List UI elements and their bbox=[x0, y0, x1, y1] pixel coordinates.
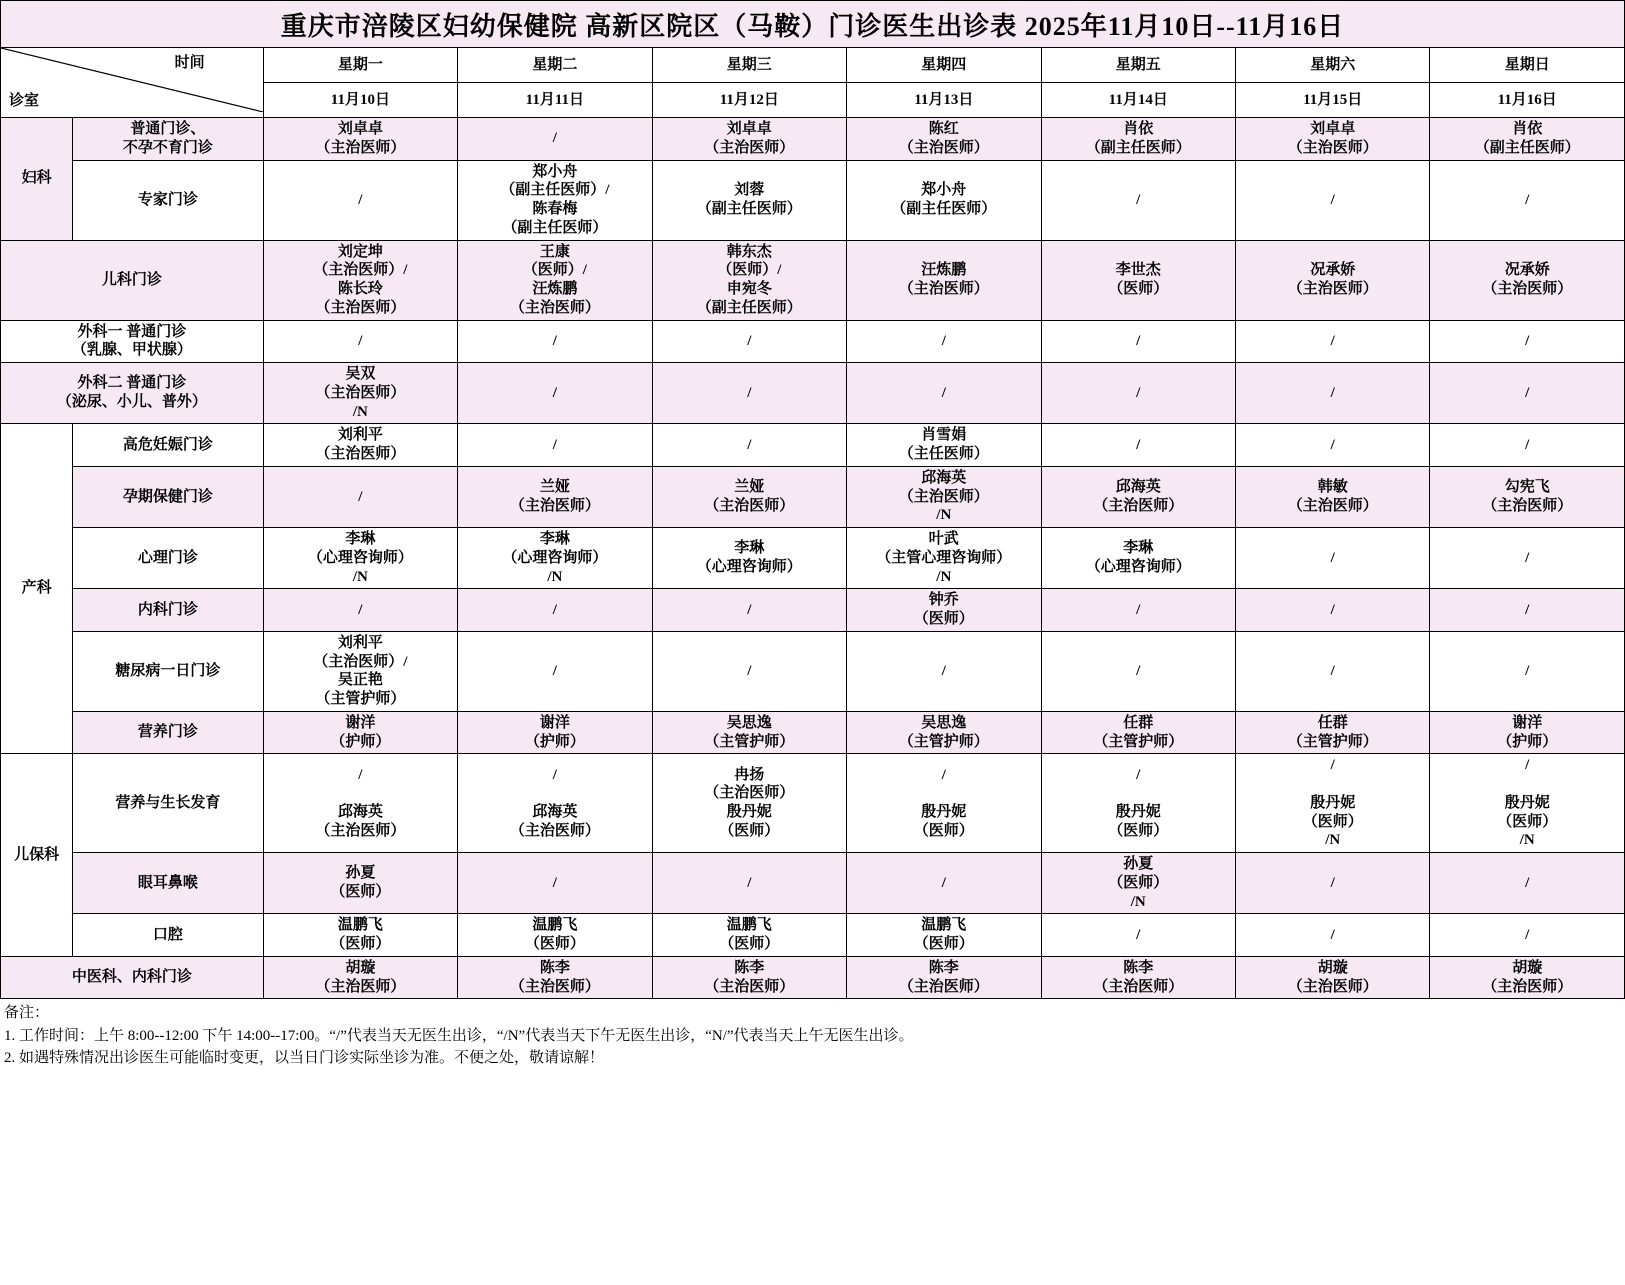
schedule-cell: 胡璇 （主治医师） bbox=[1235, 956, 1429, 999]
schedule-cell: 陈李 （主治医师） bbox=[847, 956, 1041, 999]
schedule-cell: 邱海英 （主治医师） /N bbox=[847, 466, 1041, 527]
column-header-weekday-1: 星期一 bbox=[263, 48, 457, 83]
schedule-cell: / bbox=[652, 853, 846, 914]
schedule-cell: / bbox=[1041, 424, 1235, 467]
column-header-date-4: 11月13日 bbox=[847, 83, 1041, 118]
schedule-cell: 李琳 （心理咨询师） bbox=[1041, 528, 1235, 589]
schedule-cell: 胡璇 （主治医师） bbox=[1430, 956, 1625, 999]
schedule-cell: / bbox=[847, 363, 1041, 424]
schedule-cell: 钟乔 （医师） bbox=[847, 589, 1041, 632]
schedule-cell: / bbox=[1235, 363, 1429, 424]
schedule-cell: 肖依 （副主任医师） bbox=[1041, 118, 1235, 161]
schedule-table bbox=[0, 47, 1625, 999]
schedule-cell: 况承娇 （主治医师） bbox=[1430, 240, 1625, 320]
clinic-label: 口腔 bbox=[73, 914, 263, 957]
schedule-cell: / bbox=[847, 853, 1041, 914]
schedule-cell: 刘卓卓 （主治医师） bbox=[1235, 118, 1429, 161]
schedule-cell: / 殷丹妮 （医师） /N bbox=[1430, 754, 1625, 853]
schedule-cell: / bbox=[458, 853, 652, 914]
schedule-cell: / bbox=[1430, 424, 1625, 467]
table-row bbox=[1, 711, 1625, 754]
clinic-label: 心理门诊 bbox=[73, 528, 263, 589]
clinic-label: 外科一 普通门诊 （乳腺、甲状腺） bbox=[1, 320, 264, 363]
clinic-label: 孕期保健门诊 bbox=[73, 466, 263, 527]
clinic-label: 高危妊娠门诊 bbox=[73, 424, 263, 467]
schedule-cell: 陈李 （主治医师） bbox=[652, 956, 846, 999]
header-room-label: 诊室 bbox=[9, 93, 40, 110]
clinic-label: 营养与生长发育 bbox=[73, 754, 263, 853]
table-row bbox=[1, 589, 1625, 632]
notes-block bbox=[0, 999, 1625, 1070]
column-header-date-6: 11月15日 bbox=[1235, 83, 1429, 118]
schedule-cell: / bbox=[1235, 589, 1429, 632]
schedule-cell: / bbox=[458, 424, 652, 467]
schedule-cell: / bbox=[1041, 363, 1235, 424]
schedule-cell: / bbox=[458, 631, 652, 711]
schedule-cell: 韩敏 （主治医师） bbox=[1235, 466, 1429, 527]
schedule-cell: / 邱海英 （主治医师） bbox=[458, 754, 652, 853]
schedule-cell: 吴思逸 （主管护师） bbox=[652, 711, 846, 754]
column-header-weekday-2: 星期二 bbox=[458, 48, 652, 83]
schedule-cell: / bbox=[1235, 914, 1429, 957]
schedule-cell: 邱海英 （主治医师） bbox=[1041, 466, 1235, 527]
schedule-cell: / bbox=[652, 589, 846, 632]
schedule-cell: 李琳 （心理咨询师） /N bbox=[263, 528, 457, 589]
schedule-cell: / 殷丹妮 （医师） bbox=[847, 754, 1041, 853]
schedule-cell: 胡璇 （主治医师） bbox=[263, 956, 457, 999]
table-row bbox=[1, 424, 1625, 467]
schedule-cell: / bbox=[1430, 320, 1625, 363]
clinic-label: 儿科门诊 bbox=[1, 240, 264, 320]
column-header-weekday-7: 星期日 bbox=[1430, 48, 1625, 83]
schedule-cell: 肖依 （副主任医师） bbox=[1430, 118, 1625, 161]
page-title: 重庆市涪陵区妇幼保健院 高新区院区（马鞍）门诊医生出诊表 2025年11月10日--11月16日 bbox=[280, 11, 1345, 41]
schedule-cell: 谢洋 （护师） bbox=[263, 711, 457, 754]
department-label: 产科 bbox=[1, 424, 73, 754]
schedule-cell: / bbox=[1041, 631, 1235, 711]
table-corner-header bbox=[1, 48, 264, 118]
schedule-cell: / bbox=[652, 320, 846, 363]
schedule-cell: / bbox=[1430, 363, 1625, 424]
schedule-cell: 勾宪飞 （主治医师） bbox=[1430, 466, 1625, 527]
schedule-cell: 陈李 （主治医师） bbox=[458, 956, 652, 999]
schedule-cell: / bbox=[263, 160, 457, 240]
schedule-cell: 汪炼鹏 （主治医师） bbox=[847, 240, 1041, 320]
schedule-cell: / bbox=[1235, 631, 1429, 711]
schedule-cell: / bbox=[1430, 160, 1625, 240]
schedule-cell: 刘利平 （主治医师） bbox=[263, 424, 457, 467]
schedule-cell: / bbox=[1041, 914, 1235, 957]
schedule-cell: / bbox=[1235, 528, 1429, 589]
department-label: 妇科 bbox=[1, 118, 73, 241]
table-row bbox=[1, 160, 1625, 240]
table-row bbox=[1, 240, 1625, 320]
table-row bbox=[1, 853, 1625, 914]
column-header-weekday-4: 星期四 bbox=[847, 48, 1041, 83]
schedule-cell: / bbox=[458, 118, 652, 161]
schedule-cell: / bbox=[847, 320, 1041, 363]
table-row bbox=[1, 956, 1625, 999]
schedule-cell: / 邱海英 （主治医师） bbox=[263, 754, 457, 853]
diagonal-divider-icon bbox=[1, 48, 263, 112]
table-row bbox=[1, 363, 1625, 424]
schedule-cell: 温鹏飞 （医师） bbox=[847, 914, 1041, 957]
schedule-cell: / bbox=[1041, 160, 1235, 240]
schedule-cell: / bbox=[1430, 631, 1625, 711]
schedule-cell: / bbox=[847, 631, 1041, 711]
schedule-cell: / bbox=[652, 631, 846, 711]
schedule-cell: 温鹏飞 （医师） bbox=[458, 914, 652, 957]
column-header-weekday-6: 星期六 bbox=[1235, 48, 1429, 83]
schedule-cell: 孙夏 （医师） /N bbox=[1041, 853, 1235, 914]
schedule-cell: 兰娅 （主治医师） bbox=[652, 466, 846, 527]
clinic-label: 营养门诊 bbox=[73, 711, 263, 754]
schedule-cell: 李琳 （心理咨询师） /N bbox=[458, 528, 652, 589]
page-title-bar bbox=[0, 0, 1625, 47]
schedule-cell: 郑小舟 （副主任医师）/ 陈春梅 （副主任医师） bbox=[458, 160, 652, 240]
schedule-cell: / bbox=[458, 320, 652, 363]
notes-line-2: 2. 如遇特殊情况出诊医生可能临时变更，以当日门诊实际坐诊为准。不便之处，敬请谅解！ bbox=[4, 1050, 605, 1067]
table-row bbox=[1, 914, 1625, 957]
schedule-cell: / bbox=[1235, 160, 1429, 240]
schedule-cell: 刘利平 （主治医师）/ 吴正艳 （主管护师） bbox=[263, 631, 457, 711]
table-row bbox=[1, 118, 1625, 161]
schedule-cell: 温鹏飞 （医师） bbox=[652, 914, 846, 957]
schedule-cell: / bbox=[652, 424, 846, 467]
schedule-cell: / 殷丹妮 （医师） bbox=[1041, 754, 1235, 853]
schedule-cell: 刘卓卓 （主治医师） bbox=[263, 118, 457, 161]
schedule-cell: / bbox=[1430, 528, 1625, 589]
schedule-cell: 叶武 （主管心理咨询师） /N bbox=[847, 528, 1041, 589]
schedule-cell: 冉扬 （主治医师） 殷丹妮 （医师） bbox=[652, 754, 846, 853]
table-row bbox=[1, 528, 1625, 589]
column-header-date-3: 11月12日 bbox=[652, 83, 846, 118]
header-time-label: 时间 bbox=[174, 55, 205, 71]
schedule-cell: / bbox=[1235, 320, 1429, 363]
notes-label: 备注： bbox=[4, 1005, 50, 1022]
schedule-cell: / bbox=[458, 363, 652, 424]
schedule-cell: 任群 （主管护师） bbox=[1041, 711, 1235, 754]
schedule-cell: 吴思逸 （主管护师） bbox=[847, 711, 1041, 754]
schedule-cell: 吴双 （主治医师） /N bbox=[263, 363, 457, 424]
schedule-cell: / bbox=[1430, 914, 1625, 957]
notes-line-1: 1. 工作时间：上午 8:00--12:00 下午 14:00--17:00。“/”代表当天无医生出诊，“/N”代表当天下午无医生出诊，“N/”代表当天上午无医生出诊。 bbox=[4, 1027, 914, 1044]
column-header-weekday-3: 星期三 bbox=[652, 48, 846, 83]
schedule-cell: 肖雪娟 （主任医师） bbox=[847, 424, 1041, 467]
column-header-weekday-5: 星期五 bbox=[1041, 48, 1235, 83]
clinic-label: 内科门诊 bbox=[73, 589, 263, 632]
schedule-cell: / bbox=[652, 363, 846, 424]
column-header-date-1: 11月10日 bbox=[263, 83, 457, 118]
schedule-cell: / bbox=[1235, 424, 1429, 467]
table-row bbox=[1, 631, 1625, 711]
schedule-cell: 任群 （主管护师） bbox=[1235, 711, 1429, 754]
schedule-cell: / bbox=[458, 589, 652, 632]
clinic-label: 专家门诊 bbox=[73, 160, 263, 240]
department-label: 儿保科 bbox=[1, 754, 73, 957]
schedule-cell: / bbox=[263, 466, 457, 527]
schedule-cell: 谢洋 （护师） bbox=[458, 711, 652, 754]
schedule-cell: 刘蓉 （副主任医师） bbox=[652, 160, 846, 240]
schedule-cell: 陈红 （主治医师） bbox=[847, 118, 1041, 161]
schedule-cell: / bbox=[1430, 589, 1625, 632]
schedule-cell: 兰娅 （主治医师） bbox=[458, 466, 652, 527]
schedule-cell: 孙夏 （医师） bbox=[263, 853, 457, 914]
table-row bbox=[1, 466, 1625, 527]
table-row bbox=[1, 320, 1625, 363]
clinic-label: 眼耳鼻喉 bbox=[73, 853, 263, 914]
schedule-cell: / bbox=[1041, 320, 1235, 363]
schedule-cell: / 殷丹妮 （医师） /N bbox=[1235, 754, 1429, 853]
schedule-cell: 刘定坤 （主治医师）/ 陈长玲 （主治医师） bbox=[263, 240, 457, 320]
schedule-cell: 况承娇 （主治医师） bbox=[1235, 240, 1429, 320]
schedule-cell: 李世杰 （医师） bbox=[1041, 240, 1235, 320]
clinic-label: 中医科、内科门诊 bbox=[1, 956, 264, 999]
schedule-cell: / bbox=[1041, 589, 1235, 632]
schedule-cell: 谢洋 （护师） bbox=[1430, 711, 1625, 754]
schedule-cell: / bbox=[263, 320, 457, 363]
column-header-date-7: 11月16日 bbox=[1430, 83, 1625, 118]
schedule-cell: 王康 （医师）/ 汪炼鹏 （主治医师） bbox=[458, 240, 652, 320]
schedule-cell: / bbox=[1235, 853, 1429, 914]
schedule-cell: 李琳 （心理咨询师） bbox=[652, 528, 846, 589]
schedule-cell: 郑小舟 （副主任医师） bbox=[847, 160, 1041, 240]
schedule-cell: / bbox=[1430, 853, 1625, 914]
table-header-row-weekday bbox=[1, 48, 1625, 83]
clinic-label: 糖尿病一日门诊 bbox=[73, 631, 263, 711]
schedule-cell: 陈李 （主治医师） bbox=[1041, 956, 1235, 999]
schedule-cell: 韩东杰 （医师）/ 申宛冬 （副主任医师） bbox=[652, 240, 846, 320]
clinic-label: 外科二 普通门诊 （泌尿、小儿、普外） bbox=[1, 363, 264, 424]
schedule-cell: / bbox=[263, 589, 457, 632]
column-header-date-5: 11月14日 bbox=[1041, 83, 1235, 118]
table-row bbox=[1, 754, 1625, 853]
schedule-cell: 刘卓卓 （主治医师） bbox=[652, 118, 846, 161]
schedule-cell: 温鹏飞 （医师） bbox=[263, 914, 457, 957]
clinic-label: 普通门诊、 不孕不育门诊 bbox=[73, 118, 263, 161]
column-header-date-2: 11月11日 bbox=[458, 83, 652, 118]
